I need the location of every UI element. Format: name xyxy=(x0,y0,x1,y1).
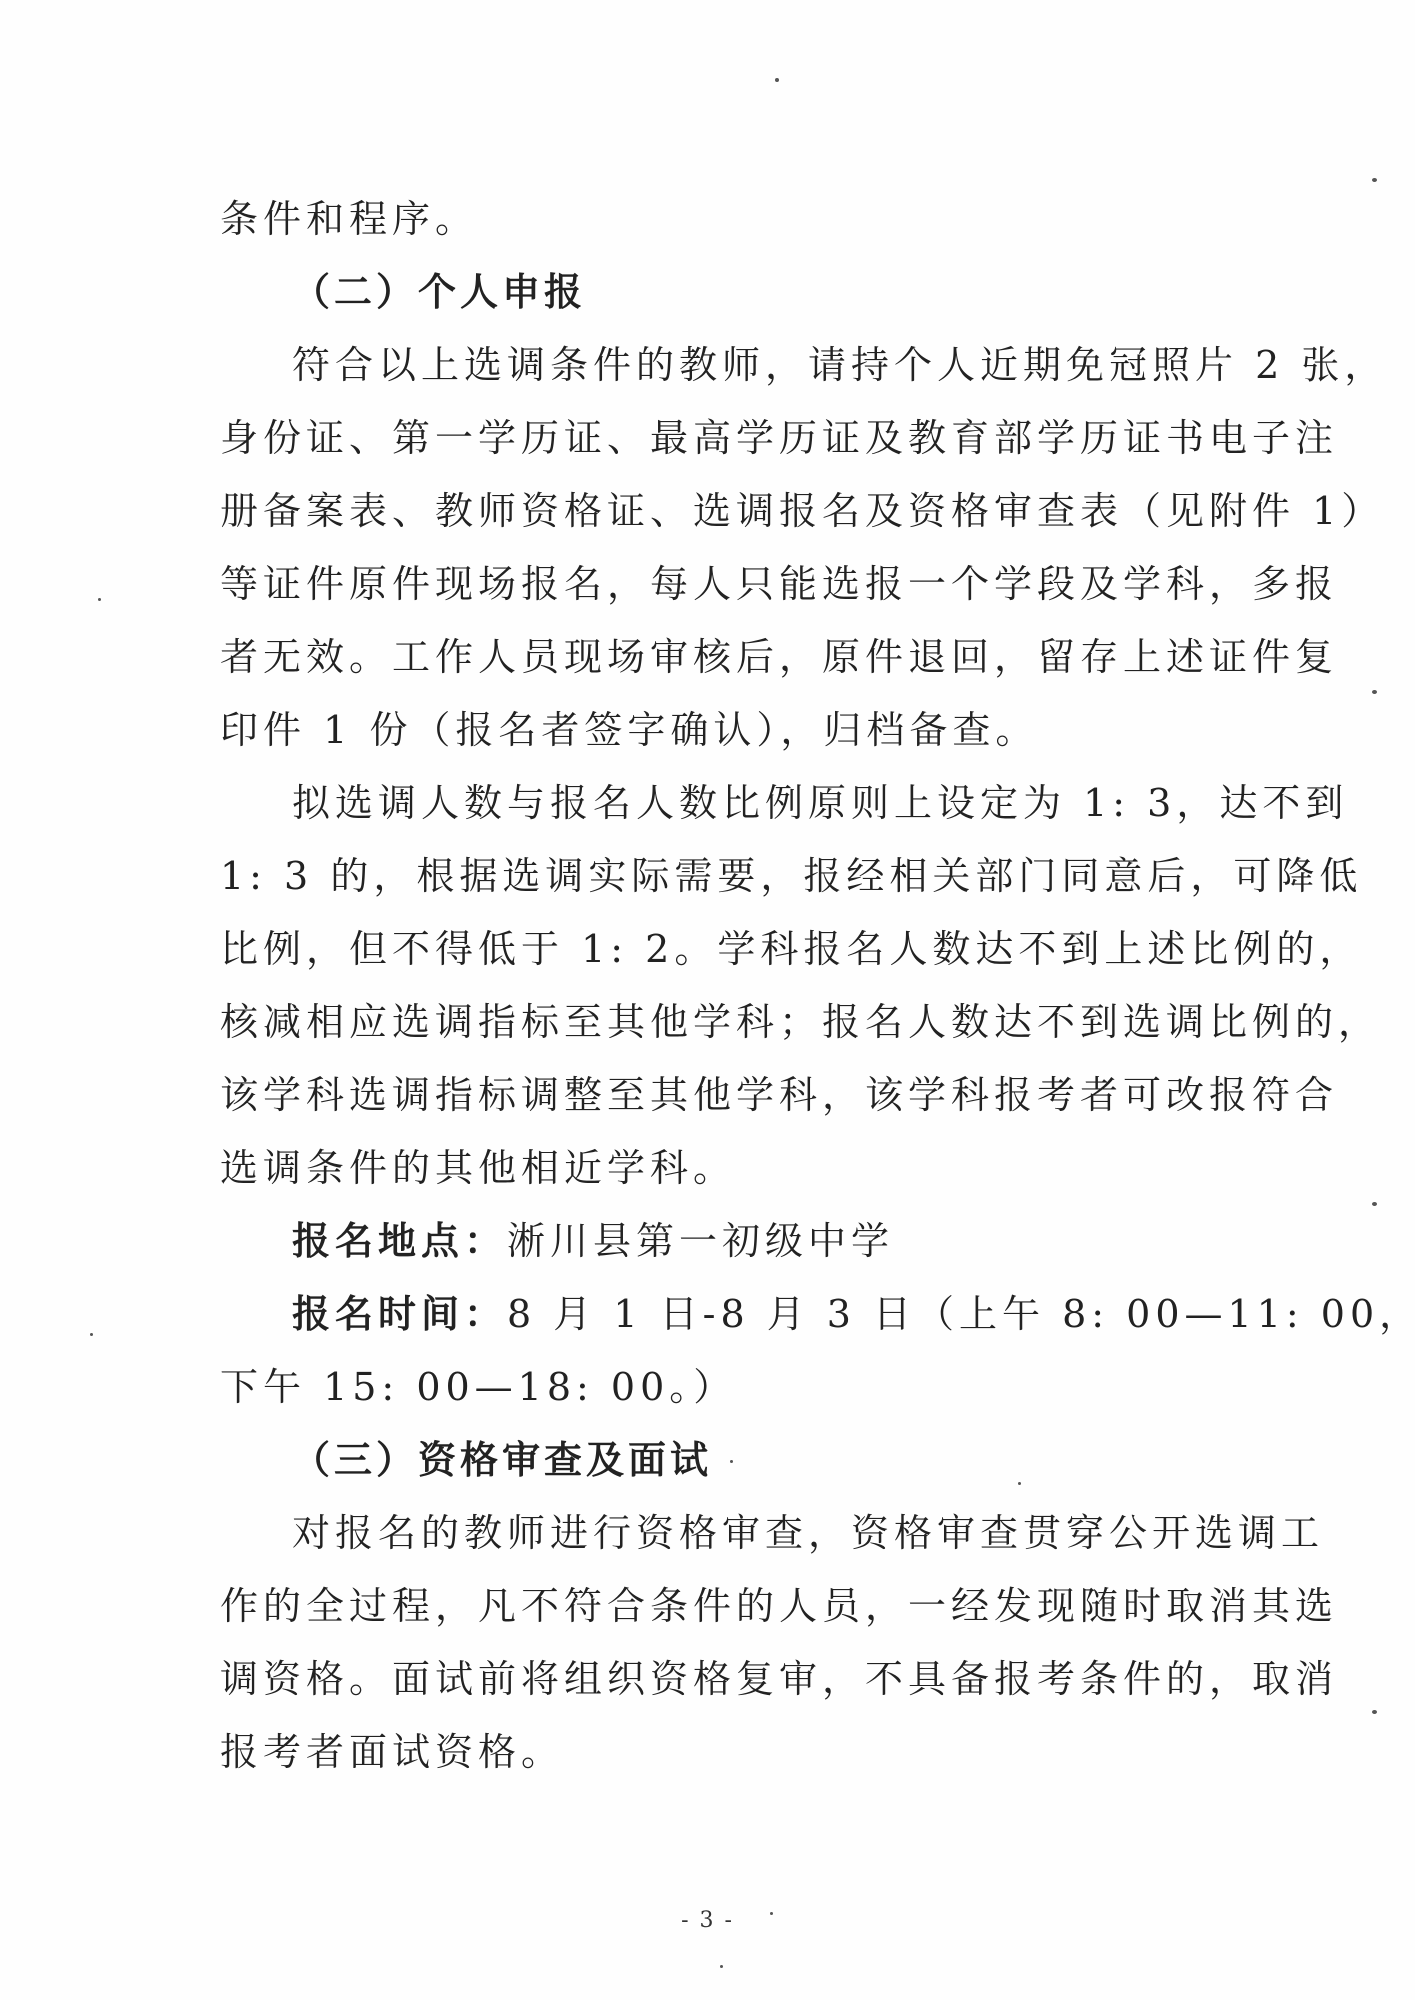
registration-time xyxy=(292,1279,1422,1349)
paragraph-line: 作的全过程，凡不符合条件的人员，一经发现随时取消其选 xyxy=(220,1584,1339,1628)
registration-time-continuation: 下午 15: 00—18: 00。） xyxy=(220,1365,737,1409)
paragraph-line: 等证件原件现场报名，每人只能选报一个学段及学科，多报 xyxy=(220,562,1339,606)
registration-location-value: 淅川县第一初级中学 xyxy=(507,1219,895,1263)
paragraph-line: 拟选调人数与报名人数比例原则上设定为 1: 3，达不到 xyxy=(292,781,1349,825)
scan-speck xyxy=(1372,690,1377,694)
paragraph-line: 者无效。工作人员现场审核后，原件退回，留存上述证件复 xyxy=(220,635,1339,679)
paragraph-line: 对报名的教师进行资格审查，资格审查贯穿公开选调工 xyxy=(292,1511,1325,1555)
scan-speck xyxy=(98,598,101,601)
scan-speck xyxy=(1372,1710,1377,1714)
section-heading-qualification-review: （三）资格审查及面试 xyxy=(292,1437,713,1482)
paragraph-line: 1: 3 的，根据选调实际需要，报经相关部门同意后，可降低 xyxy=(220,854,1363,898)
registration-location xyxy=(292,1206,1210,1276)
paragraph-line: 选调条件的其他相近学科。 xyxy=(220,1146,737,1190)
registration-time-label: 报名时间： xyxy=(292,1291,508,1336)
scan-speck xyxy=(770,1912,773,1915)
paragraph-line: 符合以上选调条件的教师，请持个人近期免冠照片 2 张， xyxy=(292,343,1388,387)
paragraph-line: 该学科选调指标调整至其他学科，该学科报考者可改报符合 xyxy=(220,1073,1339,1117)
paragraph-line: 比例，但不得低于 1: 2。学科报名人数达不到上述比例的， xyxy=(220,927,1363,971)
scan-speck xyxy=(1372,178,1377,182)
paragraph-line: 条件和程序。 xyxy=(220,197,479,241)
paragraph-line: 册备案表、教师资格证、选调报名及资格审查表（见附件 1） xyxy=(220,489,1385,533)
scan-speck xyxy=(775,78,779,82)
scan-speck xyxy=(90,1333,93,1336)
scan-speck xyxy=(720,1965,723,1968)
registration-time-value: 8 月 1 日-8 月 3 日（上午 8: 00—11: 00， xyxy=(507,1292,1422,1336)
paragraph-line: 调资格。面试前将组织资格复审，不具备报考条件的，取消 xyxy=(220,1657,1339,1701)
page-number: - 3 - xyxy=(681,1908,734,1933)
registration-location-label: 报名地点： xyxy=(292,1218,508,1263)
paragraph-line: 核减相应选调指标至其他学科；报名人数达不到选调比例的， xyxy=(220,1000,1382,1044)
scan-speck xyxy=(1018,1482,1021,1485)
paragraph-line: 报考者面试资格。 xyxy=(220,1730,565,1774)
scan-speck xyxy=(1372,1202,1377,1206)
paragraph-line: 身份证、第一学历证、最高学历证及教育部学历证书电子注 xyxy=(220,416,1339,460)
paragraph-line: 印件 1 份（报名者签字确认），归档备查。 xyxy=(220,708,1039,752)
section-heading-personal-application: （二）个人申报 xyxy=(292,269,587,314)
scan-speck xyxy=(730,1460,733,1463)
